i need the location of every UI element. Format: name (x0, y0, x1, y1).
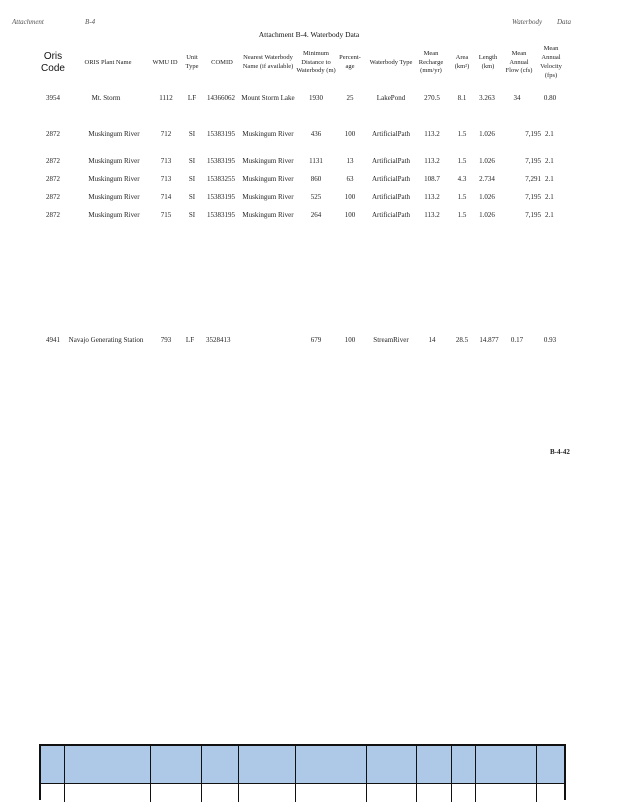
cell-velocity: 2.1 (545, 175, 554, 183)
cell-flow: 7,195 (525, 193, 541, 201)
cell-comid: 14366062 (207, 94, 235, 102)
cell-comid: 15383255 (207, 175, 235, 183)
cell-waterbody: Muskingum River (242, 175, 294, 183)
cell-wmu: 712 (160, 130, 172, 138)
cell-velocity: 2.1 (545, 211, 554, 219)
cell-length: 1.026 (479, 211, 495, 219)
cell-length: 14.877 (479, 336, 499, 344)
cell-area: 1.5 (457, 193, 467, 201)
cell-distance: 436 (310, 130, 322, 138)
cell-unit: SI (188, 130, 196, 138)
cell-unit: SI (188, 193, 196, 201)
cell-percentage: 100 (344, 193, 356, 201)
cell-plant: Navajo Generating Station (68, 336, 144, 344)
col-header-percentage: Percent-age (339, 54, 361, 70)
cell-waterbody-type: ArtificialPath (371, 211, 411, 219)
page-number: B-4-42 (550, 448, 570, 456)
cell-length: 2.734 (479, 175, 495, 183)
cell-area: 4.3 (457, 175, 467, 183)
cell-velocity: 2.1 (545, 193, 554, 201)
footer-column-divider (451, 746, 452, 802)
cell-area: 1.5 (457, 130, 467, 138)
cell-flow: 7,195 (525, 157, 541, 165)
cell-percentage: 100 (344, 336, 356, 344)
cell-waterbody-type: ArtificialPath (371, 157, 411, 165)
cell-oris: 2872 (46, 130, 60, 138)
header-attachment-label: Attachment (12, 18, 44, 26)
cell-plant: Muskingum River (88, 193, 140, 201)
cell-length: 1.026 (479, 193, 495, 201)
cell-waterbody: Muskingum River (242, 211, 294, 219)
cell-waterbody-type: ArtificialPath (371, 193, 411, 201)
col-header-min-distance: Minimum Distance to Waterbody (m) (296, 49, 336, 75)
cell-length: 1.026 (479, 157, 495, 165)
col-header-mean-velocity: Mean Annual Velocity (fps) (540, 45, 562, 79)
table-row (0, 157, 618, 169)
cell-recharge: 113.2 (424, 157, 440, 165)
cell-percentage: 63 (346, 175, 354, 183)
cell-area: 8.1 (457, 94, 467, 102)
cell-velocity: 0.93 (543, 336, 557, 344)
cell-wmu: 1112 (159, 94, 173, 102)
cell-length: 1.026 (479, 130, 495, 138)
cell-percentage: 13 (346, 157, 354, 165)
col-header-nearest-waterbody: Nearest Waterbody Name (if available) (242, 54, 294, 70)
cell-area: 28.5 (455, 336, 469, 344)
col-header-mean-flow: Mean Annual Flow (cfs) (505, 49, 533, 75)
cell-oris: 2872 (46, 175, 60, 183)
cell-recharge: 113.2 (424, 130, 440, 138)
cell-flow: 7,195 (525, 130, 541, 138)
table-row (0, 211, 618, 223)
cell-waterbody: Muskingum River (242, 157, 294, 165)
cell-unit: SI (188, 211, 196, 219)
footer-column-divider (536, 746, 537, 802)
header-waterbody-label: Waterbody (512, 18, 543, 26)
cell-waterbody: Mount Storm Lake (241, 94, 295, 102)
cell-unit: LF (185, 336, 195, 344)
cell-wmu: 715 (160, 211, 172, 219)
cell-distance: 525 (310, 193, 322, 201)
cell-velocity: 2.1 (545, 157, 554, 165)
cell-plant: Muskingum River (88, 130, 140, 138)
footer-column-divider (416, 746, 417, 802)
cell-area: 1.5 (457, 211, 467, 219)
cell-oris: 3954 (46, 94, 60, 102)
footer-column-divider (366, 746, 367, 802)
cell-comid: 3528413 (206, 336, 231, 344)
col-header-area: Area (km²) (454, 54, 470, 70)
cell-unit: SI (188, 157, 196, 165)
cell-flow: 7,291 (525, 175, 541, 183)
table-row (0, 94, 618, 106)
cell-wmu: 713 (160, 157, 172, 165)
cell-oris: 2872 (46, 193, 60, 201)
footer-column-divider (150, 746, 151, 802)
cell-waterbody: Muskingum River (242, 193, 294, 201)
col-header-length: Length (km) (478, 54, 498, 70)
cell-length: 3.263 (479, 94, 495, 102)
footer-table-header-band (41, 746, 564, 784)
header-data-label: Data (557, 18, 571, 26)
header-section-label: B-4 (85, 18, 96, 26)
cell-wmu: 713 (160, 175, 172, 183)
cell-oris: 4941 (46, 336, 60, 344)
cell-plant: Muskingum River (88, 157, 140, 165)
cell-plant: Mt. Storm (91, 94, 121, 102)
cell-velocity: 0.80 (543, 94, 557, 102)
cell-waterbody-type: ArtificialPath (371, 175, 411, 183)
col-header-unit-type: Unit Type (185, 54, 199, 70)
cell-distance: 1930 (309, 94, 323, 102)
cell-flow: 0.17 (510, 336, 524, 344)
cell-velocity: 2.1 (545, 130, 554, 138)
cell-oris: 2872 (46, 211, 60, 219)
cell-distance: 1131 (309, 157, 323, 165)
col-header-comid: COMID (211, 58, 233, 66)
cell-recharge: 108.7 (424, 175, 440, 183)
table-row (0, 336, 618, 348)
cell-waterbody: Muskingum River (242, 130, 294, 138)
footer-column-divider (238, 746, 239, 802)
cell-recharge: 113.2 (424, 211, 440, 219)
cell-percentage: 100 (344, 130, 356, 138)
col-header-oris-code: Oris Code (41, 51, 65, 74)
footer-column-divider (295, 746, 296, 802)
col-header-mean-recharge: Mean Recharge (mm/yr) (418, 49, 444, 75)
table-row (0, 130, 618, 142)
cell-recharge: 270.5 (424, 94, 440, 102)
cell-distance: 679 (310, 336, 322, 344)
footer-table (39, 744, 566, 800)
cell-flow: 7,195 (525, 211, 541, 219)
cell-waterbody-type: ArtificialPath (371, 130, 411, 138)
cell-comid: 15383195 (207, 157, 235, 165)
cell-oris: 2872 (46, 157, 60, 165)
table-row (0, 193, 618, 205)
cell-waterbody-type: StreamRiver (373, 336, 409, 344)
cell-flow: 34 (513, 94, 521, 102)
cell-unit: SI (188, 175, 196, 183)
cell-percentage: 100 (344, 211, 356, 219)
cell-distance: 264 (310, 211, 322, 219)
footer-column-divider (201, 746, 202, 802)
cell-recharge: 14 (428, 336, 436, 344)
cell-distance: 860 (310, 175, 322, 183)
table-row (0, 175, 618, 187)
cell-unit: LF (187, 94, 197, 102)
col-header-plant-name: ORIS Plant Name (84, 58, 132, 66)
cell-comid: 15383195 (207, 193, 235, 201)
footer-column-divider (475, 746, 476, 802)
col-header-waterbody-type: Waterbody Type (369, 58, 413, 66)
page-title: Attachment B-4. Waterbody Data (258, 30, 360, 39)
cell-area: 1.5 (457, 157, 467, 165)
cell-wmu: 714 (160, 193, 172, 201)
cell-comid: 15383195 (207, 130, 235, 138)
cell-plant: Muskingum River (88, 175, 140, 183)
col-header-wmu-id: WMU ID (152, 58, 178, 66)
cell-percentage: 25 (346, 94, 354, 102)
cell-wmu: 793 (160, 336, 172, 344)
cell-waterbody-type: LakePond (376, 94, 406, 102)
cell-comid: 15383195 (207, 211, 235, 219)
cell-plant: Muskingum River (88, 211, 140, 219)
footer-column-divider (64, 746, 65, 802)
cell-recharge: 113.2 (424, 193, 440, 201)
